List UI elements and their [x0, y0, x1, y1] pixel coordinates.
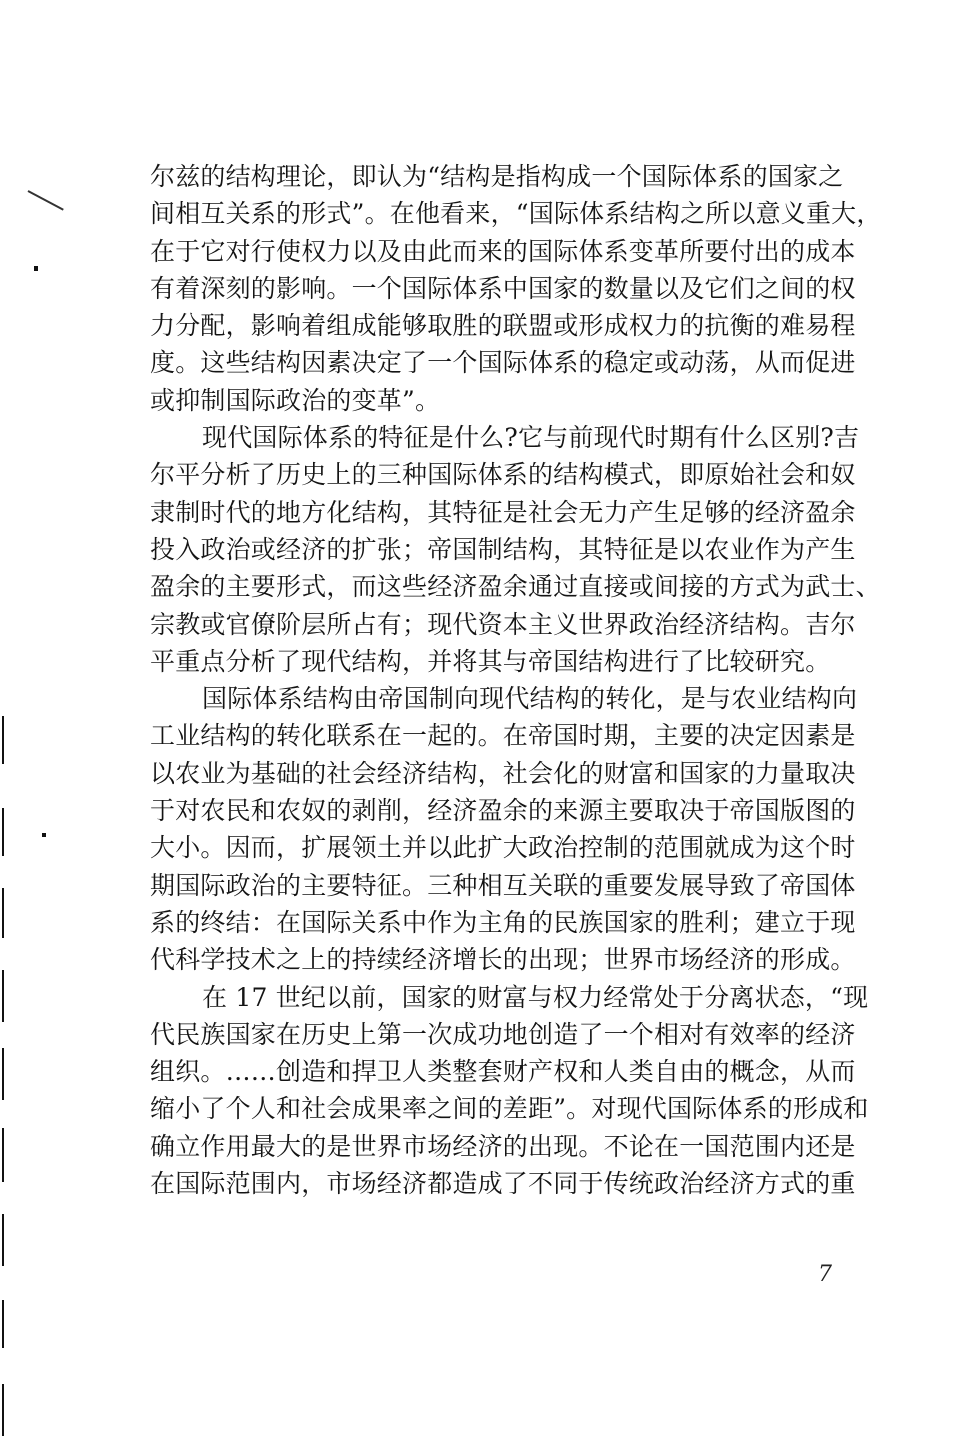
text-line: 盈余的主要形式，而这些经济盈余通过直接或间接的方式为武士、: [150, 572, 881, 602]
scan-artifact-edge-line: [2, 716, 4, 764]
text-line: 系的终结：在国际关系中作为主角的民族国家的胜利；建立于现: [150, 907, 856, 937]
scan-artifact-edge-line: [2, 1128, 4, 1182]
text-line: 在于它对行使权力以及由此而来的国际体系变革所要付出的成本: [150, 236, 856, 266]
text-line: 尔兹的结构理论，即认为“结构是指构成一个国际体系的国家之: [150, 162, 844, 191]
text-line: 间相互关系的形式”。在他看来，“国际体系结构之所以意义重大，: [150, 199, 882, 229]
scan-artifact-edge-line: [2, 1048, 4, 1100]
scan-artifact-edge-line: [2, 1300, 4, 1348]
scan-artifact-edge-line: [2, 888, 4, 938]
scan-artifact-mark: [28, 190, 64, 211]
text-line: 隶制时代的地方化结构，其特征是社会无力产生足够的经济盈余: [150, 497, 856, 527]
paragraph-first-line: 国际体系结构由帝国制向现代结构的转化，是与农业结构向: [202, 684, 858, 714]
text-line: 期国际政治的主要特征。三种相互关联的重要发展导致了帝国体: [150, 870, 856, 900]
text-line: 以农业为基础的社会经济结构，社会化的财富和国家的力量取决: [150, 758, 856, 788]
text-line: 力分配，影响着组成能够取胜的联盟或形成权力的抗衡的难易程: [150, 311, 856, 341]
text-line: 确立作用最大的是世界市场经济的出现。不论在一国范围内还是: [150, 1131, 856, 1161]
paragraph-first-line: 在 17 世纪以前，国家的财富与权力经常处于分离状态，“现: [202, 982, 869, 1012]
scan-artifact-dot: [34, 266, 38, 271]
text-line: 工业结构的转化联系在一起的。在帝国时期，主要的决定因素是: [150, 721, 856, 751]
body-text: [150, 158, 882, 1202]
text-line: 度。这些结构因素决定了一个国际体系的稳定或动荡，从而促进: [150, 348, 856, 378]
text-line: 代民族国家在历史上第一次成功地创造了一个相对有效率的经济: [150, 1019, 856, 1049]
text-line: 代科学技术之上的持续经济增长的出现；世界市场经济的形成。: [150, 945, 856, 975]
scan-artifact-edge-line: [2, 1384, 4, 1436]
text-line: 组织。……创造和捍卫人类整套财产权和人类自由的概念，从而: [150, 1057, 856, 1087]
scan-artifact-edge-line: [2, 970, 4, 1022]
text-line: 平重点分析了现代结构，并将其与帝国结构进行了比较研究。: [150, 646, 831, 676]
scan-artifact-edge-line: [2, 1214, 4, 1266]
text-line: 或抑制国际政治的变革”。: [150, 385, 441, 415]
page-number: 7: [818, 1262, 832, 1287]
text-line: 有着深刻的影响。一个国际体系中国家的数量以及它们之间的权: [150, 273, 856, 303]
text-line: 宗教或官僚阶层所占有；现代资本主义世界政治经济结构。吉尔: [150, 609, 856, 639]
text-line: 投入政治或经济的扩张；帝国制结构，其特征是以农业作为产生: [150, 534, 856, 564]
text-line: 缩小了个人和社会成果率之间的差距”。对现代国际体系的形成和: [150, 1094, 869, 1124]
text-line: 在国际范围内，市场经济都造成了不同于传统政治经济方式的重: [150, 1169, 856, 1199]
scan-artifact-edge-line: [2, 808, 4, 856]
text-line: 于对农民和农奴的剥削，经济盈余的来源主要取决于帝国版图的: [150, 796, 856, 826]
scan-artifact-dot: [42, 833, 46, 837]
text-line: 大小。因而，扩展领土并以此扩大政治控制的范围就成为这个时: [150, 833, 856, 863]
paragraph-first-line: 现代国际体系的特征是什么?它与前现代时期有什么区别?吉: [202, 423, 860, 453]
text-line: 尔平分析了历史上的三种国际体系的结构模式，即原始社会和奴: [150, 460, 856, 490]
